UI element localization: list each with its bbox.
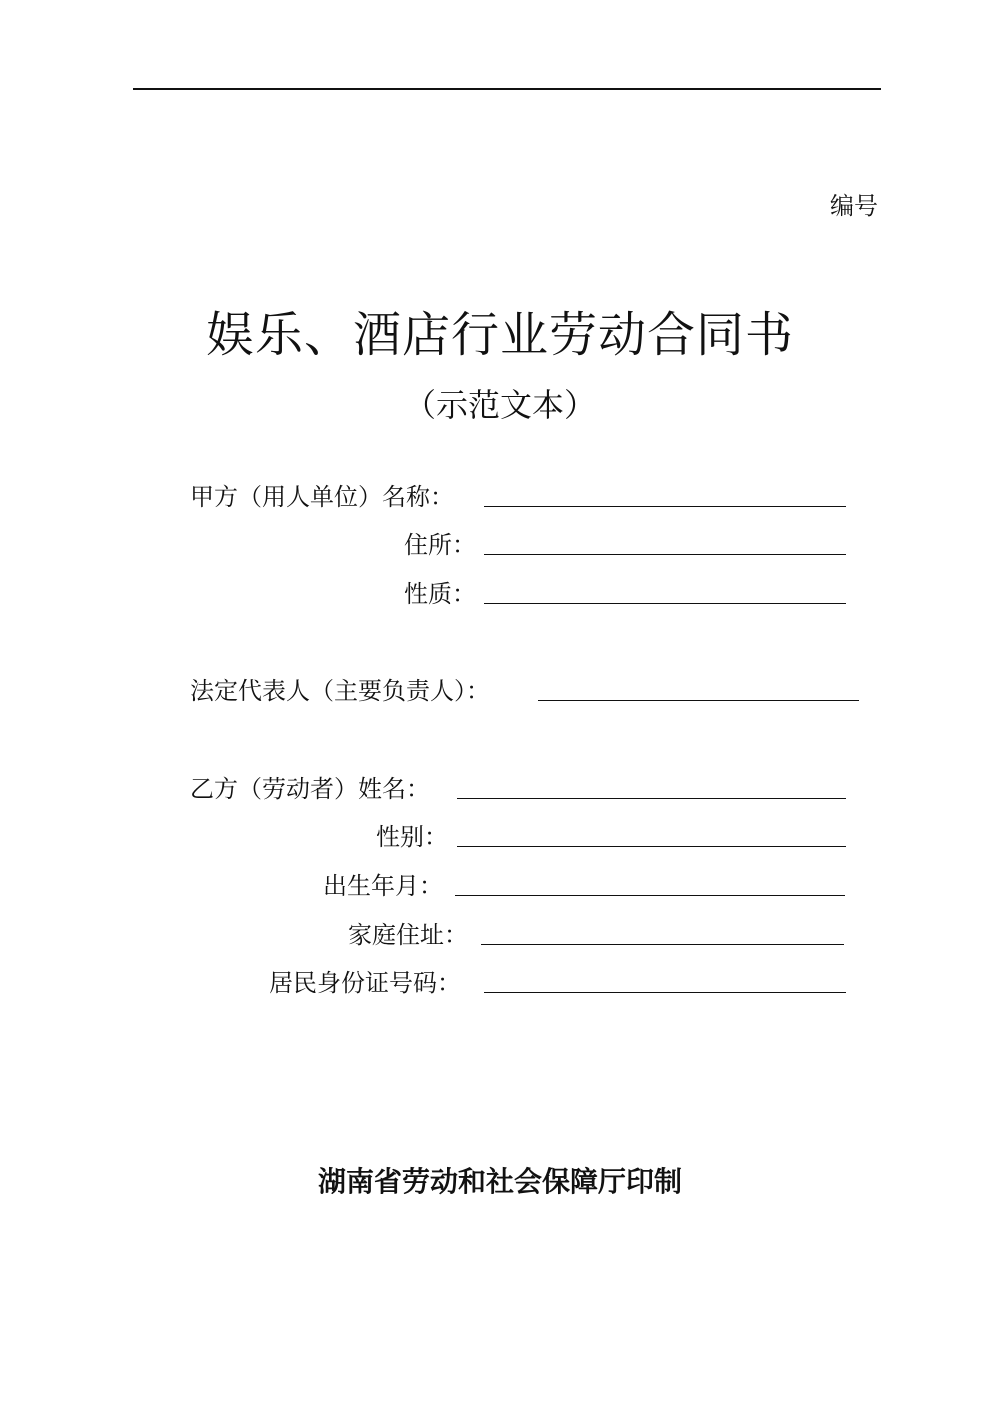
party-b-name-line[interactable] [457, 798, 846, 799]
party-a-name-label: 甲方（用人单位）名称： [190, 483, 454, 511]
party-b-birth-field [0, 871, 1000, 905]
party-b-home-address-field [0, 920, 1000, 954]
party-a-name-field [0, 482, 1000, 516]
document-number-label: 编号 [830, 192, 878, 220]
party-b-name-field [0, 774, 1000, 808]
party-b-gender-label: 性别： [376, 823, 448, 851]
party-a-address-line[interactable] [484, 554, 846, 555]
party-b-home-address-line[interactable] [481, 944, 844, 945]
legal-rep-field [0, 676, 1000, 710]
party-b-id-number-label: 居民身份证号码： [269, 969, 461, 997]
party-a-address-label: 住所： [404, 531, 476, 559]
party-b-name-label: 乙方（劳动者）姓名： [190, 775, 430, 803]
party-a-nature-line[interactable] [484, 603, 846, 604]
document-title: 娱乐、酒店行业劳动合同书 [205, 307, 794, 363]
party-a-nature-label: 性质： [404, 580, 476, 608]
party-b-birth-label: 出生年月： [323, 872, 443, 900]
document-subtitle: （示范文本） [403, 386, 596, 424]
legal-rep-label: 法定代表人（主要负责人）： [190, 677, 490, 705]
party-b-birth-line[interactable] [455, 895, 845, 896]
party-b-gender-field [0, 822, 1000, 856]
legal-rep-line[interactable] [538, 700, 859, 701]
party-b-home-address-label: 家庭住址： [348, 921, 468, 949]
party-a-name-line[interactable] [484, 506, 846, 507]
party-a-address-field [0, 530, 1000, 564]
party-b-gender-line[interactable] [457, 846, 846, 847]
party-a-nature-field [0, 579, 1000, 613]
issuer-footer: 湖南省劳动和社会保障厅印制 [317, 1165, 682, 1198]
party-b-id-number-line[interactable] [484, 992, 846, 993]
party-b-id-number-field [0, 968, 1000, 1002]
top-rule [133, 88, 881, 90]
